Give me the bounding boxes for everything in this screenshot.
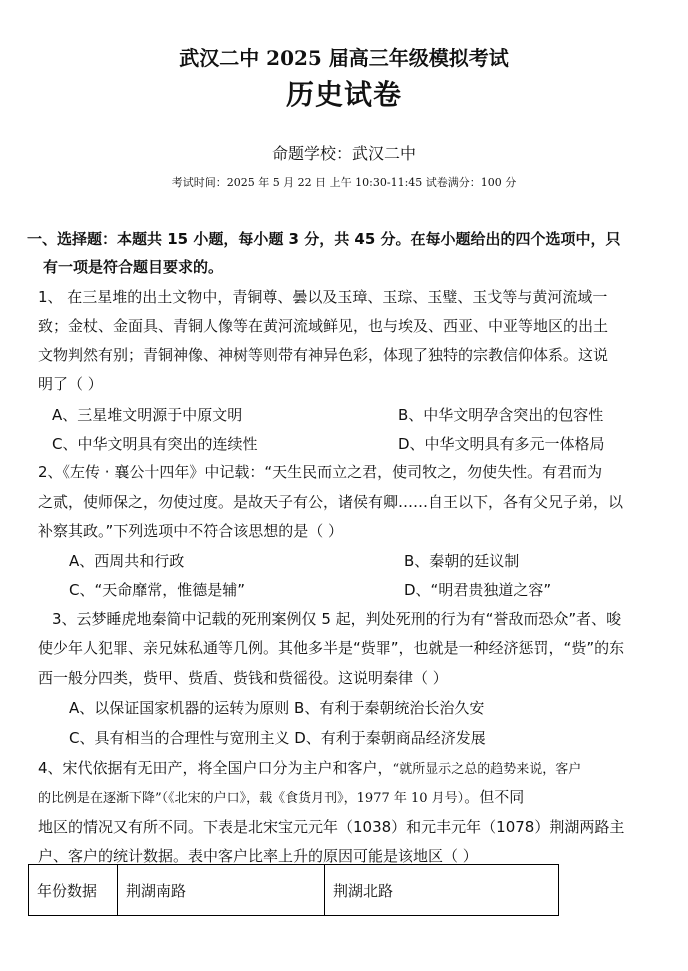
- q1-line: 明了（ ）: [38, 375, 103, 393]
- q4-line4: 户、客户的统计数据。表中客户比率上升的原因可能是该地区（ ）: [38, 847, 478, 865]
- q4-text: 。但不同: [464, 788, 525, 806]
- q2-option-b: B、秦朝的廷议制: [404, 552, 520, 570]
- q3-option-ab: A、以保证国家机器的运转为原则 B、有利于秦朝统治长治久安: [69, 699, 485, 717]
- q3-line: 3、云梦睡虎地秦简中记载的死刑案例仅 5 起，判处死刑的行为有“誉敌而恐众”者、唆: [52, 610, 622, 628]
- q4-line1: [38, 758, 581, 780]
- q2-line: 2、《左传 · 襄公十四年》中记载：“天生民而立之君，使司牧之，勿使失性。有君而为: [38, 463, 603, 481]
- table-header-cell: 荆湖北路: [325, 865, 559, 916]
- q1-line: 文物判然有别；青铜神像、神树等则带有神异色彩，体现了独特的宗教信仰体系。这说: [38, 346, 609, 364]
- q2-line: 补察其政。”下列选项中不符合该思想的是（ ）: [38, 522, 344, 540]
- household-table: [28, 864, 559, 916]
- q4-text: 4、宋代依据有无田产，将全国户口分为主户和客户，: [38, 759, 393, 777]
- q2-option-c: C、“天命靡常，惟德是辅”: [69, 581, 246, 599]
- school-line: 命题学校：武汉二中: [271, 144, 416, 163]
- exam-info: 考试时间：2025 年 5 月 22 日 上午 10:30-11:45 试卷满分：100 分: [171, 176, 517, 189]
- q2-line: 之贰，使师保之，勿使过度。是故天子有公，诸侯有卿……自王以下，各有父兄子弟，以: [38, 493, 624, 511]
- q1-option-d: D、中华文明具有多元一体格局: [398, 435, 605, 453]
- q4-line3: 地区的情况又有所不同。下表是北宋宝元元年（1038）和元丰元年（1078）荆湖两路主: [38, 818, 625, 836]
- q4-citation: （《北宋的户口》，载《食货月刊》，1977 年 10 月号）: [161, 791, 465, 806]
- q1-option-b: B、中华文明孕含突出的包容性: [398, 406, 604, 424]
- table-header-cell: 荆湖南路: [118, 865, 325, 916]
- table-row: [29, 865, 559, 916]
- section-heading-line2: 有一项是符合题目要求的。: [43, 258, 224, 276]
- q1-line: 1、 在三星堆的出土文物中，青铜尊、曇以及玉璋、玉琮、玉璧、玉戈等与黄河流域一: [38, 288, 608, 306]
- q3-line: 西一般分四类，赀甲、赀盾、赀钱和赀徭役。这说明秦律（ ）: [38, 669, 448, 687]
- section-heading-line1: 一、选择题：本题共 15 小题，每小题 3 分，共 45 分。在每小题给出的四个选项中，只: [27, 230, 621, 248]
- q2-option-d: D、“明君贵独道之容”: [404, 581, 552, 599]
- q1-option-a: A、三星堆文明源于中原文明: [52, 406, 243, 424]
- table-header-cell: 年份数据: [29, 865, 118, 916]
- exam-title: 武汉二中 2025 届高三年级模拟考试: [179, 46, 509, 70]
- q3-option-cd: C、具有相当的合理性与宽刑主义 D、有利于秦朝商品经济发展: [69, 729, 486, 747]
- q4-quote: 的比例是在逐渐下降”: [38, 791, 162, 806]
- q4-line2: [38, 787, 524, 809]
- subject-title: 历史试卷: [285, 78, 402, 111]
- q4-quote: “就所显示之总的趋势来说，客户: [392, 762, 582, 777]
- q1-line: 致；金杖、金面具、青铜人像等在黄河流域鲜见，也与埃及、西亚、中亚等地区的出土: [38, 317, 609, 335]
- q3-line: 使少年人犯罪、亲兄妹私通等几例。其他多半是“赀罪”，也就是一种经济惩罚，“赀”的东: [38, 639, 625, 657]
- q2-option-a: A、西周共和行政: [69, 552, 185, 570]
- q1-option-c: C、中华文明具有突出的连续性: [52, 435, 258, 453]
